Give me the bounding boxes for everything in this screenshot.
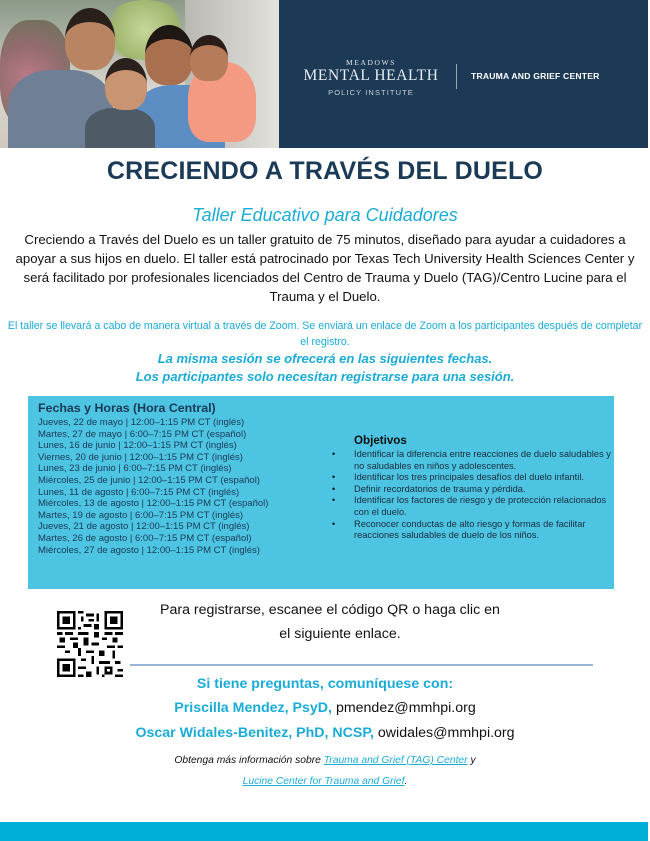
- logo-policy-institute: POLICY INSTITUTE: [328, 88, 414, 97]
- lucine-center-link[interactable]: Lucine Center for Trauma and Grief: [242, 776, 405, 787]
- date-item: Miércoles, 25 de junio | 12:00–1:15 PM CT (español): [38, 474, 260, 486]
- objective-item: • Identificar los tres principales desafíos del duelo infantil.: [328, 472, 613, 484]
- contact-name: Oscar Widales-Benitez, PhD, NCSP,: [135, 725, 374, 741]
- registration-line-2[interactable]: el siguiente enlace.: [279, 626, 401, 642]
- more-info-suffix: .: [404, 776, 408, 787]
- objectives-section: [328, 433, 613, 542]
- intro-paragraph: Creciendo a Través del Duelo es un taller gratuito de 75 minutos, diseñado para ayudar a cuidadores a apoyar a sus hijos en duelo. El taller está patrocinado por Texas Tech University Health Sciences Center y será facilitado por profesionales licenciados del Centro de Trauma y Duelo (TAG)/Centro Lucine para el Trauma y el Duelo.: [15, 232, 635, 304]
- dates-section: [38, 400, 318, 556]
- date-item: Jueves, 22 de mayo | 12:00–1:15 PM CT (inglés): [38, 417, 245, 428]
- qr-code-icon[interactable]: [57, 611, 123, 677]
- logo-divider: [456, 64, 457, 89]
- registration-text: [140, 598, 540, 646]
- date-item: Martes, 19 de agosto | 6:00–7:15 PM CT (inglés): [38, 509, 244, 521]
- photo-person: [85, 108, 155, 148]
- section-divider: [130, 664, 593, 666]
- date-item: Martes, 26 de agosto | 6:00–7:15 PM CT (español): [38, 532, 252, 544]
- objective-item: • Identificar la diferencia entre reacciones de duelo saludables y no saludables en niños y adolescentes.: [328, 449, 613, 472]
- contact-heading: Si tiene preguntas, comuníquese con:: [196, 676, 454, 692]
- family-photo: [0, 0, 279, 148]
- date-item: Martes, 27 de mayo | 6:00–7:15 PM CT (español): [38, 428, 247, 440]
- session-note-line-2: Los participantes solo necesitan registrarse para una sesión.: [135, 369, 515, 384]
- zoom-note: El taller se llevará a cabo de manera virtual a través de Zoom. Se enviará un enlace de Zoom a los participantes después de completar el registro.: [7, 320, 643, 348]
- date-item: Miércoles, 13 de agosto | 12:00–1:15 PM CT (español): [38, 498, 269, 510]
- header-banner: [0, 0, 648, 148]
- photo-person: [145, 25, 193, 85]
- date-item: Viernes, 20 de junio | 12:00–1:15 PM CT (inglés): [38, 451, 243, 463]
- objectives-title: Objetivos: [354, 434, 407, 447]
- center-name: TRAUMA AND GRIEF CENTER: [471, 71, 600, 81]
- contact-name: Priscilla Mendez, PsyD,: [174, 700, 332, 716]
- footer-bar: [0, 822, 648, 841]
- more-info-connector: y: [470, 755, 476, 766]
- contact-priscilla: [0, 700, 650, 716]
- date-item: Lunes, 23 de junio | 6:00–7:15 PM CT (inglés): [38, 463, 232, 475]
- date-item: Miércoles, 27 de agosto | 12:00–1:15 PM CT (inglés): [38, 544, 260, 556]
- photo-person: [105, 58, 147, 110]
- page-title: CRECIENDO A TRAVÉS DEL DUELO: [106, 157, 544, 185]
- date-item: Lunes, 11 de agosto | 6:00–7:15 PM CT (inglés): [38, 486, 240, 498]
- more-info-prefix: Obtenga más información sobre: [174, 755, 321, 766]
- contact-email[interactable]: owidales@mmhpi.org: [377, 725, 515, 741]
- tag-center-link[interactable]: Trauma and Grief (TAG) Center: [323, 755, 468, 766]
- session-note-line-1: La misma sesión se ofrecerá en las siguientes fechas.: [157, 351, 493, 366]
- date-item: Lunes, 16 de junio | 12:00–1:15 PM CT (inglés): [38, 440, 237, 452]
- brand-panel: [279, 0, 648, 148]
- contact-oscar: [0, 725, 650, 741]
- schedule-box: [28, 396, 614, 589]
- more-info: [0, 750, 650, 792]
- dates-title: Fechas y Horas (Hora Central): [38, 401, 216, 415]
- objective-item: • Reconocer conductas de alto riesgo y formas de facilitar reacciones saludables de duelo de los niños.: [328, 519, 613, 542]
- date-item: Jueves, 21 de agosto | 12:00–1:15 PM CT (inglés): [38, 521, 250, 533]
- contact-email[interactable]: pmendez@mmhpi.org: [335, 700, 476, 716]
- objective-item: • Definir recordatorios de trauma y pérdida.: [328, 484, 613, 496]
- photo-person: [190, 35, 228, 81]
- subtitle: Taller Educativo para Cuidadores: [192, 205, 458, 225]
- session-note: [0, 350, 650, 386]
- logo-meadows: MEADOWS: [346, 58, 396, 67]
- logo-mental-health: MENTAL HEALTH: [303, 67, 439, 84]
- registration-line-1: Para registrarse, escanee el código QR o haga clic en: [160, 602, 500, 618]
- mmhpi-logo: [301, 58, 441, 97]
- objective-item: • Identificar los factores de riesgo y de protección relacionados con el duelo.: [328, 495, 613, 518]
- photo-person: [65, 8, 115, 70]
